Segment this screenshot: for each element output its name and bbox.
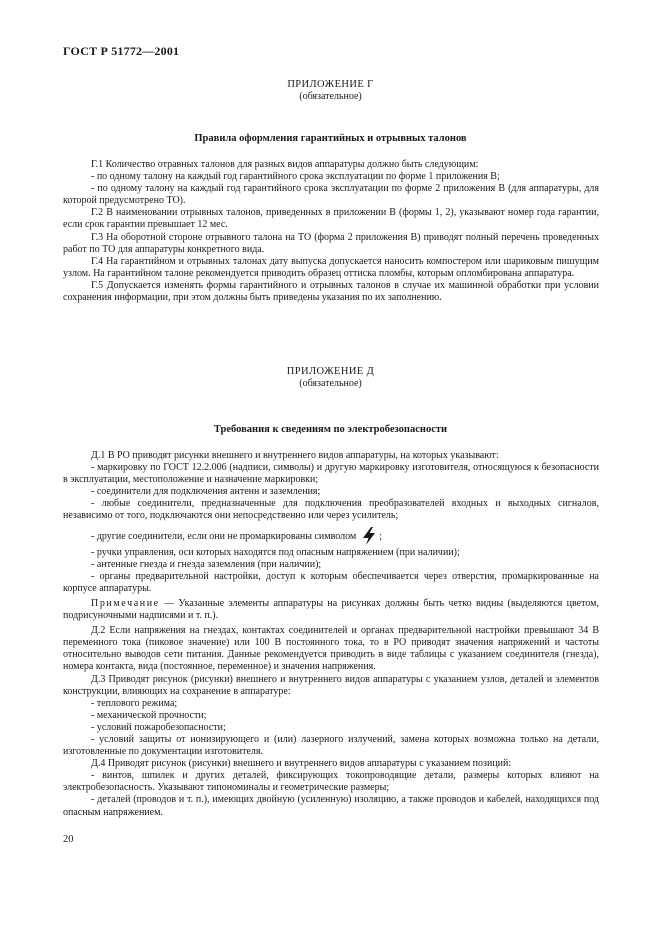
document-code-header: ГОСТ Р 51772—2001 [63, 44, 180, 58]
page-number: 20 [63, 834, 74, 845]
list-item: - деталей (проводов и т. п.), имеющих двойную (усиленную) изоляцию, а также проводов и кабелей, находящихся под опасным напряжением. [63, 794, 599, 818]
symbol-line-end: ; [379, 530, 383, 542]
list-item: - маркировку по ГОСТ 12.2.006 (надписи, символы) и другую маркировку изготовителя, относящуюся к безопасности в эксплуатации, местоположение и назначение маркировки; [63, 462, 599, 486]
list-item: - механической прочности; [91, 709, 207, 721]
appendix-d-body [63, 450, 599, 819]
note-paragraph [63, 598, 599, 622]
appendix-g-heading: Правила оформления гарантийных и отрывных талонов [194, 133, 467, 144]
list-item: - антенные гнезда и гнезда заземления (при наличии); [91, 558, 322, 570]
list-item: - органы предварительной настройки, доступ к которым обеспечивается через отверстия, промаркированные на корпусе аппаратуры. [63, 570, 599, 594]
paragraph: Д.2 Если напряжения на гнездах, контактах соединителей и органах предварительной настройки превышают 34 В переменного тока (пиковое значение) или 100 В постоянного тока, то в РО приводят значения напряжений и частоты относительно выводов сети питания. Данные рекомендуется приводить в виде таблицы с указанием соединителя (гнезда), номера контакта, вида (постоянное, переменное) и значения напряжения. [63, 625, 599, 673]
appendix-d-subtitle: (обязательное) [299, 378, 362, 389]
list-item: - любые соединители, предназначенные для подключения преобразователей входных и выходных сигналов, независимо от того, подключаются они непосредственно или через усилитель; [63, 498, 599, 522]
paragraph: Г.3 На оборотной стороне отрывного талона на ТО (форма 2 приложения В) приводят полный перечень проведенных работ по ТО для аппаратуры конкретного вида. [63, 231, 599, 255]
paragraph: Г.2 В наименовании отрывных талонов, приведенных в приложении В (формы 1, 2), указывают номер года гарантии, если срок гарантии превышает 12 мес. [63, 207, 599, 231]
list-item: - винтов, шпилек и других деталей, фиксирующих токопроводящие детали, размеры которых влияют на электробезопасность. Указывают типономиналы и геометрические размеры; [63, 770, 599, 794]
symbol-line-text: - другие соединители, если они не промаркированы символом [91, 530, 357, 542]
paragraph: Д.3 Приводят рисунок (рисунки) внешнего и внутреннего видов аппаратуры с указанием узлов, деталей и элементов конструкции, влияющих на сохранение в аппаратуре: [63, 673, 599, 697]
list-item: - по одному талону на каждый год гарантийного срока эксплуатации по форме 2 приложения В (для аппаратуры, для которой предусмотрено ТО). [63, 183, 599, 207]
list-item: - условий защиты от ионизирующего и (или) лазерного излучений, замена которых возможна только на детали, изготовленные по документации изготовителя. [63, 733, 599, 758]
lightning-bolt-icon [361, 527, 377, 545]
paragraph: Г.5 Допускается изменять формы гарантийного и отрывных талонов в случае их машинной обработки при условии сохранения информации, при этом должны быть приведены указания по их заполнению. [63, 279, 599, 304]
paragraph: Г.4 На гарантийном и отрывных талонах дату выпуска допускается наносить компостером или шариковым пишущим узлом. На гарантийном талоне рекомендуется приводить образец оттиска пломбы, которым опломбирована аппаратура. [63, 255, 599, 279]
list-item: - по одному талону на каждый год гарантийного срока эксплуатации по форме 1 приложения В; [91, 171, 500, 183]
appendix-d-title: ПРИЛОЖЕНИЕ Д [286, 366, 375, 377]
list-item-with-symbol [63, 527, 599, 545]
appendix-g-subtitle: (обязательное) [299, 91, 362, 102]
note-text: — Указанные элементы аппаратуры на рисунках должны быть четко видны (выделяются цветом, подрисуночными надписями и т. п.). [63, 597, 599, 622]
list-item: - ручки управления, оси которых находятся под опасным напряжением (при наличии); [91, 546, 460, 558]
list-item: - условий пожаробезопасности; [91, 721, 226, 733]
list-item: - соединители для подключения антенн и заземления; [91, 486, 321, 498]
appendix-g-title: ПРИЛОЖЕНИЕ Г [287, 79, 374, 90]
paragraph: Г.1 Количество отравных талонов для разных видов аппаратуры должно быть следующим: [91, 159, 479, 170]
note-label: Примечание [91, 597, 160, 609]
paragraph: Д.4 Приводят рисунок (рисунки) внешнего и внутреннего видов аппаратуры с указанием позиций: [91, 758, 512, 770]
appendix-g-body [63, 159, 599, 304]
paragraph: Д.1 В РО приводят рисунки внешнего и внутреннего видов аппаратуры, на которых указывают: [91, 450, 499, 461]
appendix-d-heading: Требования к сведениям по электробезопасности [213, 424, 448, 435]
list-item: - теплового режима; [91, 697, 178, 709]
